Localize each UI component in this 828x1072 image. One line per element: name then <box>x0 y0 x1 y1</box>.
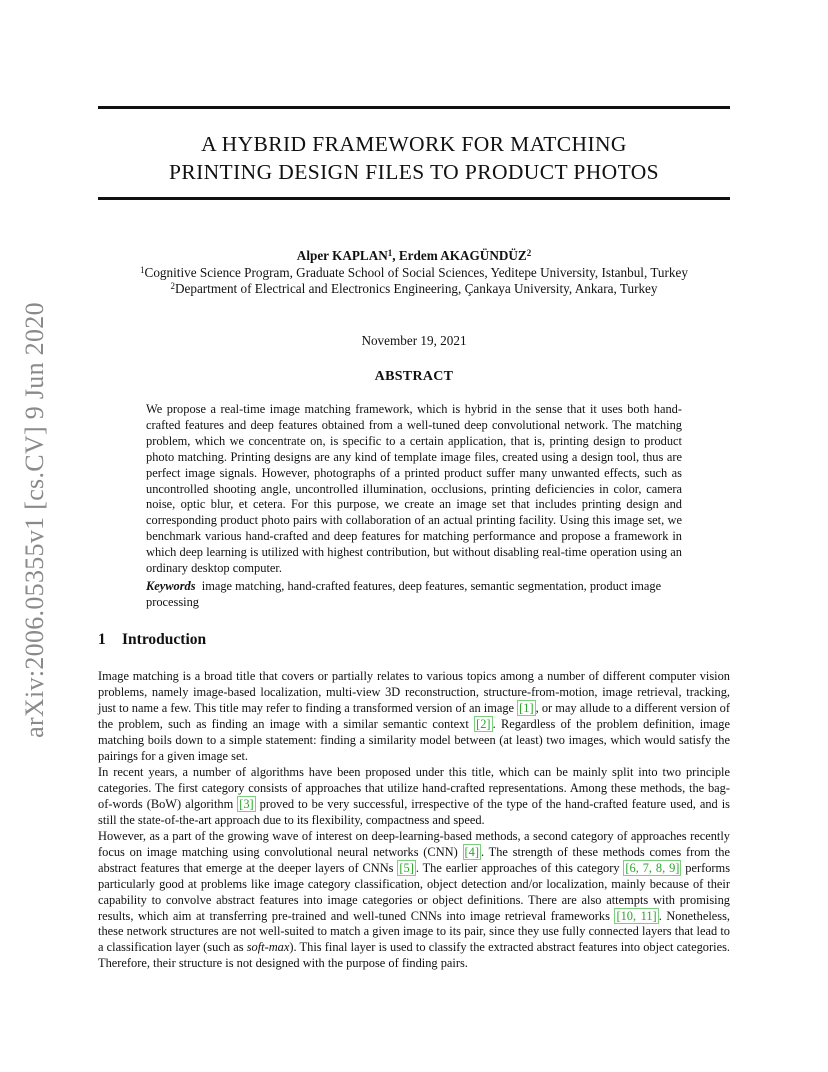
section-heading-introduction <box>98 631 206 649</box>
arxiv-stamp-text[interactable]: arXiv:2006.05355v1 [cs.CV] 9 Jun 2020 <box>20 302 49 738</box>
paper-date: November 19, 2021 <box>361 333 467 348</box>
author-name-1: Alper KAPLAN <box>296 248 388 263</box>
p3-text-a: However, as a part of the growing wave of interest on deep-learning-based methods, a second category of approaches recently focus on image matching using convolutional neural networks (CNN) <box>98 829 730 859</box>
title-line-2: PRINTING DESIGN FILES TO PRODUCT PHOTOS <box>168 160 660 184</box>
keywords <box>146 579 682 611</box>
p3-text-b: . The strength of these methods comes from the abstract features that emerge at the deeper layers of CNNs <box>98 844 730 875</box>
p1-text-c: . Regardless of the problem definition, image matching boils down to a simple statement: finding a similarity model between (at least) two images, which would satisfy the pairings for a given image set. <box>98 716 730 763</box>
keywords-text: image matching, hand-crafted features, deep features, semantic segmentation, product image processing <box>146 579 662 609</box>
softmax-term: soft-max <box>246 940 290 955</box>
intro-paragraph-3 <box>98 829 730 972</box>
author-separator: , <box>392 248 399 263</box>
p3-text-d: performs particularly good at problems like image category classification, object detection and/or localization, mainly because of their capability to convolve abstract features into image categories or object definitions. There are also attempts with promising results, which aim at transferring pre-trained and well-tuned CNNs into image retrieval frameworks <box>98 860 731 923</box>
citation-link-4[interactable]: [4] <box>464 844 479 859</box>
citation-link-2[interactable]: [2] <box>476 716 491 731</box>
citation-link-5[interactable]: [5] <box>399 860 414 875</box>
citation-link-1[interactable]: [1] <box>519 700 534 715</box>
affiliation-2-mark: 2 <box>170 281 175 291</box>
affiliation-1-text: Cognitive Science Program, Graduate School of Social Sciences, Yeditepe University, Istanbul, Turkey <box>144 265 688 280</box>
author-2-affil-mark: 2 <box>526 248 532 258</box>
citation-link-3[interactable]: [3] <box>239 796 254 811</box>
author-name-2: Erdem AKAGÜNDÜZ <box>398 248 527 263</box>
author-1-affil-mark: 1 <box>387 248 393 258</box>
affiliation-2-text: Department of Electrical and Electronics Engineering, Çankaya University, Ankara, Turkey <box>174 281 658 296</box>
affiliation-1 <box>60 264 768 281</box>
section-title: Introduction <box>122 631 207 648</box>
p3-text-c: . The earlier approaches of this category <box>415 860 624 875</box>
intro-paragraph-2 <box>98 765 730 829</box>
p2-text-b: proved to be very successful, irrespective of the type of the hand-crafted feature used, and is still the state-of-the-art approach due to its flexibility, compactness and speed. <box>98 796 730 827</box>
citation-link-6-9[interactable]: [6, 7, 8, 9] <box>625 860 680 875</box>
title-line-1: A HYBRID FRAMEWORK FOR MATCHING <box>201 132 627 156</box>
abstract-body: We propose a real-time image matching framework, which is hybrid in the sense that it uses both hand-crafted features and deep features obtained from a well-tuned deep convolutional network. The matching problem, which we concentrate on, is specific to a certain application, that is, printing design to product photo matching. Printing designs are any kind of template image files, created using a design tool, thus are perfect image signals. However, photographs of a printed product suffer many unwanted effects, such as uncontrolled shooting angle, uncontrolled illumination, occlusions, printing deficiencies in color, camera noise, optic blur, et cetera. For this purpose, we create an image set that includes printing design and corresponding product photo pairs with collaboration of an actual printing facility. Using this image set, we benchmark various hand-crafted and deep features for matching performance and propose a framework in which deep learning is utilized with highest contribution, but without disabling real-time operation using an ordinary desktop computer. <box>146 402 682 576</box>
affiliation-2 <box>60 280 768 297</box>
abstract-heading: ABSTRACT <box>374 369 454 384</box>
author-list <box>98 247 730 265</box>
title-top-rule <box>98 106 730 109</box>
p1-text-a: Image matching is a broad title that covers or partially relates to various topics among a number of different computer vision problems, namely image-based localization, multi-view 3D reconstruction, structure-from-motion, image retrieval, tracking, just to name a few. This title may refer to finding a transformed version of an image <box>98 669 730 715</box>
p3-text-e: . Nonetheless, these network structures are not well-suited to match a given image to its pair, since they use fully connected layers that lead to a classification layer (such as <box>98 908 730 955</box>
citation-link-10-11[interactable]: [10, 11] <box>616 908 657 923</box>
paper-title <box>98 130 730 186</box>
p3-text-f: ). This final layer is used to classify the extracted abstract features into object categories. Therefore, their structure is not designed with the purpose of finding pairs. <box>98 940 730 971</box>
section-number: 1 <box>98 631 106 648</box>
intro-paragraph-1 <box>98 669 730 764</box>
title-bottom-rule <box>98 197 730 200</box>
p1-text-b: , or may allude to a different version of the problem, such as finding an image with a similar semantic context <box>98 700 730 731</box>
p2-text-a: In recent years, a number of algorithms have been proposed under this title, which can be mainly split into two principle categories. The first category consists of approaches that utilize hand-crafted representations. Among these methods, the bag-of-words (BoW) algorithm <box>98 765 730 811</box>
affiliation-1-mark: 1 <box>140 265 145 275</box>
keywords-label: Keywords <box>146 579 196 593</box>
